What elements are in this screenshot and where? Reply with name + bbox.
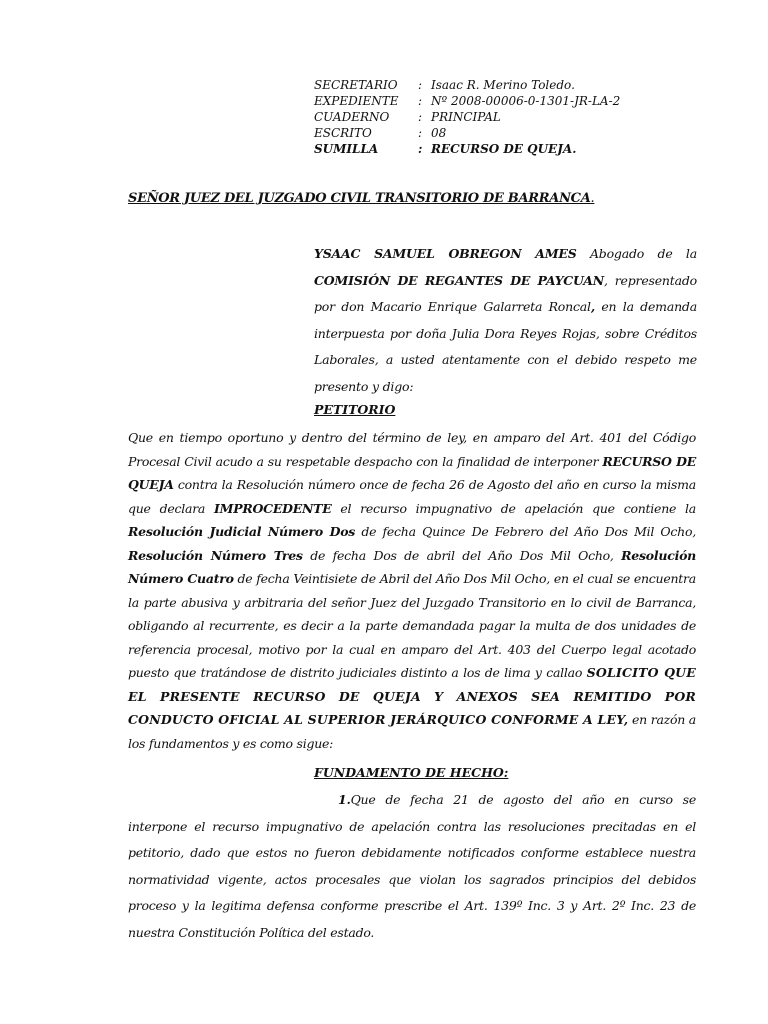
fundamento-heading: FUNDAMENTO DE HECHO: <box>314 765 509 780</box>
header-colon: : <box>418 126 423 140</box>
header-row-expediente <box>314 93 620 109</box>
fundamento-number: 1. <box>338 792 351 807</box>
petitorio-text-5: de fecha Dos de abril del Año Dos Mil Ocho, <box>302 547 622 563</box>
petitorio-text-1: Que en tiempo oportuno y dentro del término de ley, en amparo del Art. 401 del Código Procesal Civil acudo a su respetable despacho con la finalidad de interponer <box>128 430 696 469</box>
header-label: SUMILLA <box>314 142 379 156</box>
petitorio-heading: PETITORIO <box>314 402 396 417</box>
header-value: PRINCIPAL <box>431 110 501 124</box>
petitorio-bold-3: Resolución Judicial Número Dos <box>128 524 356 539</box>
header-colon: : <box>418 110 423 124</box>
header-row-cuaderno <box>314 109 620 125</box>
header-label: CUADERNO <box>314 110 390 124</box>
fundamento-text: Que de fecha 21 de agosto del año en curso se interpone el recurso impugnativo de apelación contra las resoluciones precitadas en el petitorio, dado que estos no fueron debidamente notificados conforme establece nuestra normatividad vigente, actos procesales que violan los sagrados principios del debidos proceso y la legitima defensa conforme prescribe el Art. 139º Inc. 3 y Art. 2º Inc. 23 de nuestra Constitución Política del estado. <box>128 792 696 940</box>
petitorio-bold-1: RECURSO DE QUEJA <box>128 453 696 492</box>
header-row-escrito <box>314 125 620 141</box>
header-row-sumilla <box>314 141 620 157</box>
petitorio-bold-2: IMPROCEDENTE <box>214 500 332 516</box>
header-colon: : <box>418 78 423 92</box>
case-header <box>314 77 620 157</box>
intro-comma: , <box>590 299 595 314</box>
header-colon: : <box>418 94 423 108</box>
petitorio-text-3: el recurso impugnativo de apelación que contiene la <box>331 500 696 516</box>
petitorio-text-7: en razón a los fundamentos y es como sigue: <box>128 712 696 751</box>
petitorio-bold-5: Resolución Número Cuatro <box>128 547 696 586</box>
header-label: EXPEDIENTE <box>314 94 399 108</box>
organization-name: COMISIÓN DE REGANTES DE PAYCUAN <box>314 272 604 288</box>
header-label: ESCRITO <box>314 126 372 140</box>
petitorio-request: SOLICITO QUE EL PRESENTE RECURSO DE QUEJA Y ANEXOS SEA REMITIDO POR CONDUCTO OFICIAL AL SUPERIOR JERÁRQUICO CONFORME A LEY, <box>128 665 696 727</box>
intro-text-2: , representado por don Macario Enrique Galarreta Roncal <box>314 272 697 314</box>
petitorio-text-6: de fecha Veintisiete de Abril del Año Dos Mil Ocho, en el cual se encuentra la parte abusiva y arbitraria del señor Juez del Juzgado Transitorio en lo civil de Barranca, obligando al recurrente, es decir a la parte demandada pagar la multa de dos unidades de referencia procesal, motivo por la cual en amparo del Art. 403 del Cuerpo legal acotado puesto que tratándose de distrito judiciales distinto a los de lima y callao <box>128 571 696 680</box>
petitorio-paragraph <box>128 426 696 755</box>
intro-paragraph <box>314 241 697 400</box>
header-value: 08 <box>431 126 447 140</box>
header-value: Isaac R. Merino Toledo. <box>431 78 575 92</box>
fundamento-paragraph <box>128 787 696 946</box>
petitorio-text-2: contra la Resolución número once de fecha 26 de Agosto del año en curso la misma que declara <box>128 477 696 516</box>
petitorio-bold-4: Resolución Número Tres <box>128 547 303 563</box>
judge-address-dot: . <box>590 191 595 206</box>
header-value: RECURSO DE QUEJA. <box>431 142 577 156</box>
header-label: SECRETARIO <box>314 78 398 92</box>
header-colon: : <box>418 142 423 156</box>
petitorio-text-4: de fecha Quince De Febrero del Año Dos Mil Ocho, <box>355 524 696 539</box>
judge-address <box>128 191 594 206</box>
header-value: Nº 2008-00006-0-1301-JR-LA-2 <box>431 94 621 108</box>
judge-address-text: SEÑOR JUEZ DEL JUZGADO CIVIL TRANSITORIO DE BARRANCA <box>128 191 591 206</box>
intro-text-3: en la demanda interpuesta por doña Julia Dora Reyes Rojas, sobre Créditos Laborales, a usted atentamente con el debido respeto me presento y digo: <box>314 299 697 394</box>
header-row-secretario <box>314 77 620 93</box>
lawyer-name: YSAAC SAMUEL OBREGON AMES <box>314 246 577 261</box>
intro-text-1: Abogado de la <box>576 246 697 261</box>
